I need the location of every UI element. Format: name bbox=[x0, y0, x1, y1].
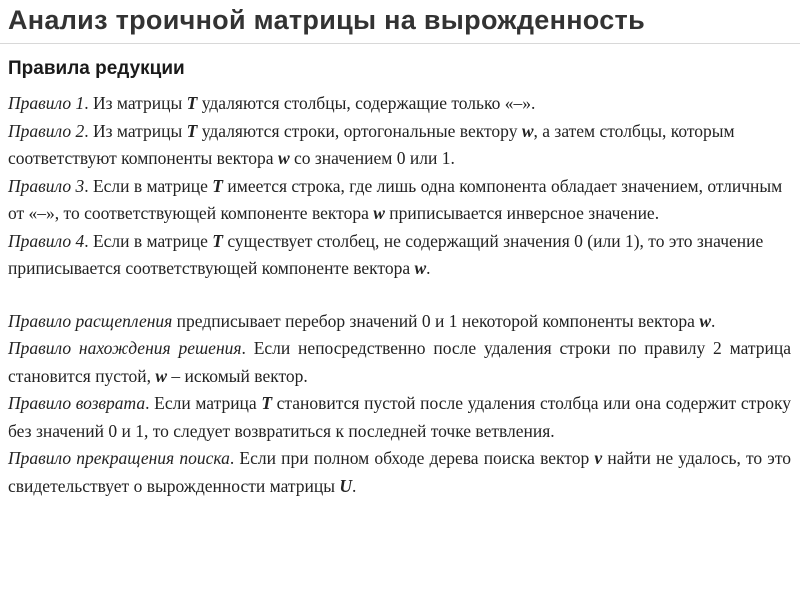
rule-backtrack bbox=[8, 390, 791, 445]
rule-text: удаляются строки, ортогональные вектору bbox=[197, 120, 522, 141]
rule-name: Правило расщепления bbox=[8, 310, 173, 331]
rules-list bbox=[8, 90, 791, 500]
rule-text: , а затем столбцы, которым соответствуют компоненты вектора bbox=[8, 120, 735, 168]
rule-text: . Из матрицы bbox=[84, 120, 187, 141]
section-heading: Правила редукции bbox=[8, 58, 185, 79]
rule-text: имеется строка, где лишь одна компонента обладает значением, отличным от «–», то соответствующей компоненте вектора bbox=[8, 175, 783, 223]
rule-name: Правило 1 bbox=[8, 93, 85, 113]
rule-text: удаляются столбцы, содержащие только «–». bbox=[197, 93, 536, 113]
vector-symbol: w bbox=[414, 258, 427, 278]
rule-2 bbox=[8, 118, 791, 173]
vector-symbol: w bbox=[277, 148, 290, 168]
vector-symbol: w bbox=[699, 310, 711, 331]
rule-name: Правило прекращения поиска bbox=[8, 448, 230, 468]
slide-title: Анализ троичной матрицы на вырожденность bbox=[8, 5, 645, 35]
matrix-symbol: T bbox=[212, 175, 223, 196]
vector-symbol: w bbox=[521, 120, 534, 141]
group-spacer bbox=[8, 283, 791, 308]
vector-symbol: w bbox=[373, 203, 385, 223]
rule-text: . Если матрица bbox=[145, 393, 262, 413]
matrix-symbol: T bbox=[212, 230, 223, 251]
rule-text: становится пустой после удаления столбца или она содержит строку без значений 0 и 1, то следует возвратиться к последней точке ветвления. bbox=[8, 393, 791, 441]
rule-text: . Если в матрице bbox=[84, 230, 213, 251]
vector-symbol: v bbox=[594, 448, 603, 468]
matrix-symbol: T bbox=[261, 393, 273, 413]
rule-name: Правило 4 bbox=[8, 230, 85, 251]
vector-symbol: w bbox=[155, 365, 168, 386]
rule-text: – искомый вектор. bbox=[167, 365, 308, 386]
matrix-symbol: U bbox=[339, 475, 353, 496]
rule-text: . Если непосредственно после удаления строки по правилу 2 матрица становится пустой, bbox=[8, 338, 791, 386]
rule-name: Правило 2 bbox=[8, 120, 85, 141]
rule-3 bbox=[8, 173, 791, 228]
rule-text: . bbox=[352, 475, 357, 496]
matrix-symbol: T bbox=[186, 93, 198, 113]
matrix-symbol: T bbox=[186, 120, 198, 141]
rule-name: Правило возврата bbox=[8, 393, 146, 413]
rule-name: Правило нахождения решения bbox=[8, 338, 242, 358]
rule-text: . bbox=[711, 310, 716, 331]
rule-split bbox=[8, 308, 791, 336]
rule-text: со значением 0 или 1. bbox=[289, 148, 455, 168]
rule-text: . Если при полном обходе дерева поиска вектор bbox=[229, 448, 595, 468]
rule-4 bbox=[8, 228, 791, 283]
rule-text: найти не удалось, то это свидетельствует о вырожденности матрицы bbox=[8, 448, 791, 496]
rule-text: существует столбец, не содержащий значения 0 (или 1), то это значение приписывается соответствующей компоненте вектора bbox=[8, 230, 764, 278]
rule-text: . bbox=[426, 258, 431, 278]
rule-name: Правило 3 bbox=[8, 175, 85, 196]
rule-text: . Из матрицы bbox=[84, 93, 187, 113]
rule-text: приписывается инверсное значение. bbox=[384, 203, 660, 223]
rule-solution bbox=[8, 335, 791, 390]
title-divider bbox=[0, 43, 800, 44]
rule-text: . Если в матрице bbox=[84, 175, 213, 196]
rule-1 bbox=[8, 90, 791, 118]
rule-text: предписывает перебор значений 0 и 1 некоторой компоненты вектора bbox=[172, 310, 700, 331]
rule-stop-search bbox=[8, 445, 791, 500]
